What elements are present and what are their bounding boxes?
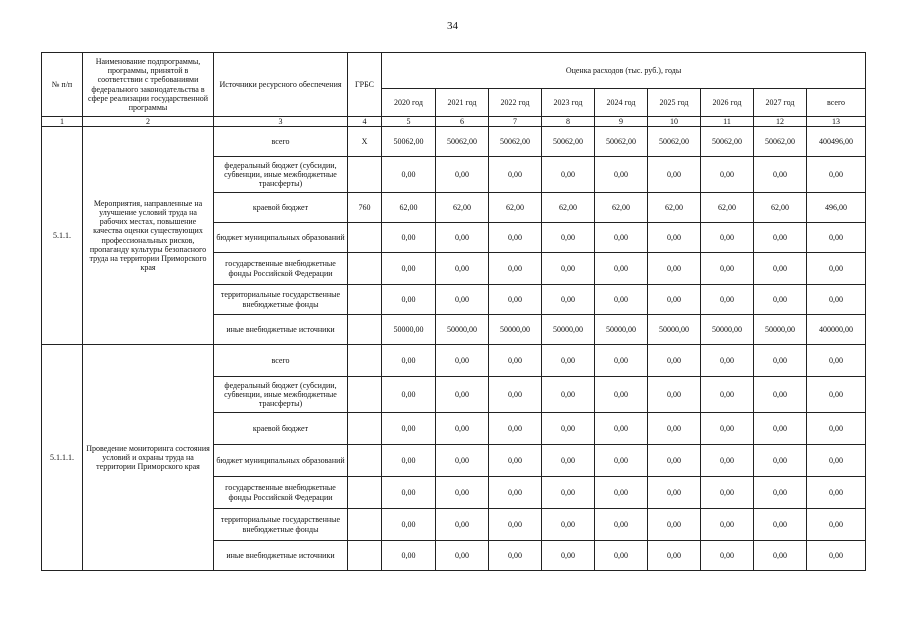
header-year: всего bbox=[807, 89, 866, 117]
funding-source: государственные внебюджетные фонды Российской Федерации bbox=[214, 477, 348, 509]
funding-source: всего bbox=[214, 345, 348, 377]
value-cell: 0,00 bbox=[701, 377, 754, 413]
section-name: Проведение мониторинга состояния условий и охраны труда на территории Приморского края bbox=[83, 345, 214, 571]
value-cell: 0,00 bbox=[542, 509, 595, 541]
value-cell: 0,00 bbox=[542, 477, 595, 509]
header-year: 2026 год bbox=[701, 89, 754, 117]
value-cell: 0,00 bbox=[807, 345, 866, 377]
value-cell: 0,00 bbox=[754, 285, 807, 315]
header-year: 2025 год bbox=[648, 89, 701, 117]
header-year: 2020 год bbox=[382, 89, 436, 117]
header-index: 9 bbox=[595, 117, 648, 127]
funding-source: иные внебюджетные источники bbox=[214, 541, 348, 571]
value-cell: 0,00 bbox=[542, 285, 595, 315]
value-cell: 0,00 bbox=[542, 445, 595, 477]
value-cell: 62,00 bbox=[542, 193, 595, 223]
header-name: Наименование подпрограммы, программы, принятой в соответствии с требованиями федерального законодательства в сфере реализации государственной программы bbox=[83, 53, 214, 117]
value-cell: 0,00 bbox=[807, 477, 866, 509]
header-num: № п/п bbox=[42, 53, 83, 117]
value-cell: 0,00 bbox=[542, 223, 595, 253]
value-cell: 0,00 bbox=[648, 285, 701, 315]
value-cell: 50000,00 bbox=[542, 315, 595, 345]
section-number: 5.1.1.1. bbox=[42, 345, 83, 571]
value-cell: 0,00 bbox=[489, 509, 542, 541]
value-cell: 0,00 bbox=[542, 541, 595, 571]
value-cell: 0,00 bbox=[701, 509, 754, 541]
funding-source: территориальные государственные внебюджетные фонды bbox=[214, 285, 348, 315]
value-cell: 50000,00 bbox=[754, 315, 807, 345]
value-cell: 0,00 bbox=[701, 345, 754, 377]
value-cell: 0,00 bbox=[595, 157, 648, 193]
value-cell: 0,00 bbox=[489, 223, 542, 253]
value-cell: 0,00 bbox=[595, 253, 648, 285]
value-cell: 0,00 bbox=[595, 345, 648, 377]
value-cell: 0,00 bbox=[595, 285, 648, 315]
value-cell: 50062,00 bbox=[489, 127, 542, 157]
value-cell: 0,00 bbox=[648, 345, 701, 377]
value-cell: 50062,00 bbox=[754, 127, 807, 157]
grbs-code bbox=[348, 477, 382, 509]
value-cell: 62,00 bbox=[436, 193, 489, 223]
grbs-code bbox=[348, 285, 382, 315]
value-cell: 0,00 bbox=[754, 509, 807, 541]
value-cell: 0,00 bbox=[382, 223, 436, 253]
value-cell: 0,00 bbox=[436, 541, 489, 571]
value-cell: 0,00 bbox=[436, 445, 489, 477]
value-cell: 50000,00 bbox=[648, 315, 701, 345]
value-cell: 0,00 bbox=[542, 377, 595, 413]
page-number: 34 bbox=[447, 20, 458, 32]
value-cell: 0,00 bbox=[436, 477, 489, 509]
value-cell: 0,00 bbox=[489, 157, 542, 193]
value-cell: 0,00 bbox=[807, 445, 866, 477]
value-cell: 0,00 bbox=[436, 223, 489, 253]
value-cell: 0,00 bbox=[489, 541, 542, 571]
header-year: 2024 год bbox=[595, 89, 648, 117]
value-cell: 62,00 bbox=[701, 193, 754, 223]
funding-source: краевой бюджет bbox=[214, 193, 348, 223]
value-cell: 62,00 bbox=[489, 193, 542, 223]
header-grbs: ГРБС bbox=[348, 53, 382, 117]
grbs-code bbox=[348, 377, 382, 413]
grbs-code bbox=[348, 509, 382, 541]
value-cell: 0,00 bbox=[754, 413, 807, 445]
value-cell: 0,00 bbox=[648, 541, 701, 571]
header-index: 11 bbox=[701, 117, 754, 127]
header-index: 5 bbox=[382, 117, 436, 127]
value-cell: 0,00 bbox=[807, 377, 866, 413]
value-cell: 0,00 bbox=[807, 541, 866, 571]
funding-source: государственные внебюджетные фонды Российской Федерации bbox=[214, 253, 348, 285]
value-cell: 0,00 bbox=[648, 223, 701, 253]
value-cell: 0,00 bbox=[489, 285, 542, 315]
grbs-code bbox=[348, 157, 382, 193]
grbs-code: X bbox=[348, 127, 382, 157]
value-cell: 62,00 bbox=[648, 193, 701, 223]
value-cell: 0,00 bbox=[382, 377, 436, 413]
value-cell: 0,00 bbox=[754, 477, 807, 509]
value-cell: 0,00 bbox=[489, 445, 542, 477]
value-cell: 400000,00 bbox=[807, 315, 866, 345]
header-index: 1 bbox=[42, 117, 83, 127]
value-cell: 0,00 bbox=[701, 253, 754, 285]
header-year: 2021 год bbox=[436, 89, 489, 117]
value-cell: 0,00 bbox=[489, 253, 542, 285]
funding-source: всего bbox=[214, 127, 348, 157]
value-cell: 50062,00 bbox=[382, 127, 436, 157]
value-cell: 0,00 bbox=[754, 223, 807, 253]
value-cell: 0,00 bbox=[489, 345, 542, 377]
value-cell: 0,00 bbox=[382, 445, 436, 477]
funding-source: территориальные государственные внебюджетные фонды bbox=[214, 509, 348, 541]
value-cell: 50062,00 bbox=[436, 127, 489, 157]
header-index: 4 bbox=[348, 117, 382, 127]
value-cell: 0,00 bbox=[807, 253, 866, 285]
grbs-code bbox=[348, 541, 382, 571]
value-cell: 0,00 bbox=[701, 413, 754, 445]
value-cell: 0,00 bbox=[489, 413, 542, 445]
value-cell: 62,00 bbox=[595, 193, 648, 223]
value-cell: 0,00 bbox=[382, 345, 436, 377]
grbs-code: 760 bbox=[348, 193, 382, 223]
value-cell: 50000,00 bbox=[436, 315, 489, 345]
grbs-code bbox=[348, 315, 382, 345]
value-cell: 0,00 bbox=[382, 157, 436, 193]
value-cell: 50062,00 bbox=[648, 127, 701, 157]
funding-source: бюджет муниципальных образований bbox=[214, 445, 348, 477]
value-cell: 0,00 bbox=[701, 445, 754, 477]
value-cell: 496,00 bbox=[807, 193, 866, 223]
header-year: 2023 год bbox=[542, 89, 595, 117]
header-index: 10 bbox=[648, 117, 701, 127]
value-cell: 0,00 bbox=[595, 223, 648, 253]
value-cell: 0,00 bbox=[382, 541, 436, 571]
value-cell: 0,00 bbox=[807, 157, 866, 193]
header-index: 13 bbox=[807, 117, 866, 127]
value-cell: 400496,00 bbox=[807, 127, 866, 157]
header-index: 2 bbox=[83, 117, 214, 127]
value-cell: 0,00 bbox=[754, 377, 807, 413]
value-cell: 0,00 bbox=[648, 157, 701, 193]
value-cell: 0,00 bbox=[436, 345, 489, 377]
value-cell: 0,00 bbox=[754, 541, 807, 571]
value-cell: 0,00 bbox=[595, 413, 648, 445]
value-cell: 0,00 bbox=[648, 445, 701, 477]
funding-source: федеральный бюджет (субсидии, субвенции, иные межбюджетные трансферты) bbox=[214, 377, 348, 413]
funding-source: иные внебюджетные источники bbox=[214, 315, 348, 345]
value-cell: 50000,00 bbox=[382, 315, 436, 345]
value-cell: 0,00 bbox=[648, 413, 701, 445]
value-cell: 0,00 bbox=[807, 509, 866, 541]
header-index: 3 bbox=[214, 117, 348, 127]
grbs-code bbox=[348, 253, 382, 285]
value-cell: 0,00 bbox=[701, 477, 754, 509]
section-number: 5.1.1. bbox=[42, 127, 83, 345]
value-cell: 0,00 bbox=[382, 253, 436, 285]
header-source: Источники ресурсного обеспечения bbox=[214, 53, 348, 117]
budget-table bbox=[41, 52, 866, 571]
value-cell: 0,00 bbox=[595, 541, 648, 571]
value-cell: 0,00 bbox=[701, 285, 754, 315]
value-cell: 0,00 bbox=[754, 445, 807, 477]
value-cell: 0,00 bbox=[595, 377, 648, 413]
value-cell: 0,00 bbox=[489, 477, 542, 509]
header-index: 6 bbox=[436, 117, 489, 127]
value-cell: 0,00 bbox=[542, 345, 595, 377]
header-estimate: Оценка расходов (тыс. руб.), годы bbox=[382, 53, 866, 89]
header-year: 2022 год bbox=[489, 89, 542, 117]
value-cell: 0,00 bbox=[595, 445, 648, 477]
value-cell: 0,00 bbox=[542, 413, 595, 445]
grbs-code bbox=[348, 413, 382, 445]
value-cell: 0,00 bbox=[382, 413, 436, 445]
value-cell: 50062,00 bbox=[701, 127, 754, 157]
value-cell: 0,00 bbox=[595, 509, 648, 541]
value-cell: 50062,00 bbox=[542, 127, 595, 157]
value-cell: 0,00 bbox=[436, 509, 489, 541]
grbs-code bbox=[348, 345, 382, 377]
value-cell: 0,00 bbox=[648, 377, 701, 413]
value-cell: 0,00 bbox=[807, 223, 866, 253]
value-cell: 0,00 bbox=[701, 223, 754, 253]
funding-source: бюджет муниципальных образований bbox=[214, 223, 348, 253]
value-cell: 0,00 bbox=[595, 477, 648, 509]
value-cell: 0,00 bbox=[542, 253, 595, 285]
value-cell: 0,00 bbox=[754, 253, 807, 285]
value-cell: 0,00 bbox=[807, 413, 866, 445]
value-cell: 0,00 bbox=[754, 345, 807, 377]
value-cell: 0,00 bbox=[648, 509, 701, 541]
value-cell: 50062,00 bbox=[595, 127, 648, 157]
funding-source: федеральный бюджет (субсидии, субвенции, иные межбюджетные трансферты) bbox=[214, 157, 348, 193]
value-cell: 0,00 bbox=[382, 477, 436, 509]
value-cell: 62,00 bbox=[382, 193, 436, 223]
value-cell: 0,00 bbox=[807, 285, 866, 315]
value-cell: 0,00 bbox=[382, 509, 436, 541]
value-cell: 50000,00 bbox=[595, 315, 648, 345]
header-index: 12 bbox=[754, 117, 807, 127]
header-index: 7 bbox=[489, 117, 542, 127]
funding-source: краевой бюджет bbox=[214, 413, 348, 445]
value-cell: 0,00 bbox=[436, 413, 489, 445]
value-cell: 62,00 bbox=[754, 193, 807, 223]
value-cell: 50000,00 bbox=[489, 315, 542, 345]
table-row bbox=[42, 127, 866, 157]
header-year: 2027 год bbox=[754, 89, 807, 117]
value-cell: 0,00 bbox=[542, 157, 595, 193]
value-cell: 0,00 bbox=[436, 285, 489, 315]
header-index: 8 bbox=[542, 117, 595, 127]
table-header bbox=[42, 53, 866, 127]
value-cell: 0,00 bbox=[489, 377, 542, 413]
section-name: Мероприятия, направленные на улучшение условий труда на рабочих местах, повышение качества оценки существующих профессиональных рисков, пропаганду культуры безопасного труда на территории Приморского края bbox=[83, 127, 214, 345]
value-cell: 0,00 bbox=[436, 253, 489, 285]
value-cell: 0,00 bbox=[754, 157, 807, 193]
table-row bbox=[42, 345, 866, 377]
value-cell: 0,00 bbox=[701, 157, 754, 193]
value-cell: 50000,00 bbox=[701, 315, 754, 345]
value-cell: 0,00 bbox=[436, 157, 489, 193]
value-cell: 0,00 bbox=[701, 541, 754, 571]
value-cell: 0,00 bbox=[382, 285, 436, 315]
value-cell: 0,00 bbox=[648, 477, 701, 509]
value-cell: 0,00 bbox=[648, 253, 701, 285]
grbs-code bbox=[348, 223, 382, 253]
value-cell: 0,00 bbox=[436, 377, 489, 413]
grbs-code bbox=[348, 445, 382, 477]
